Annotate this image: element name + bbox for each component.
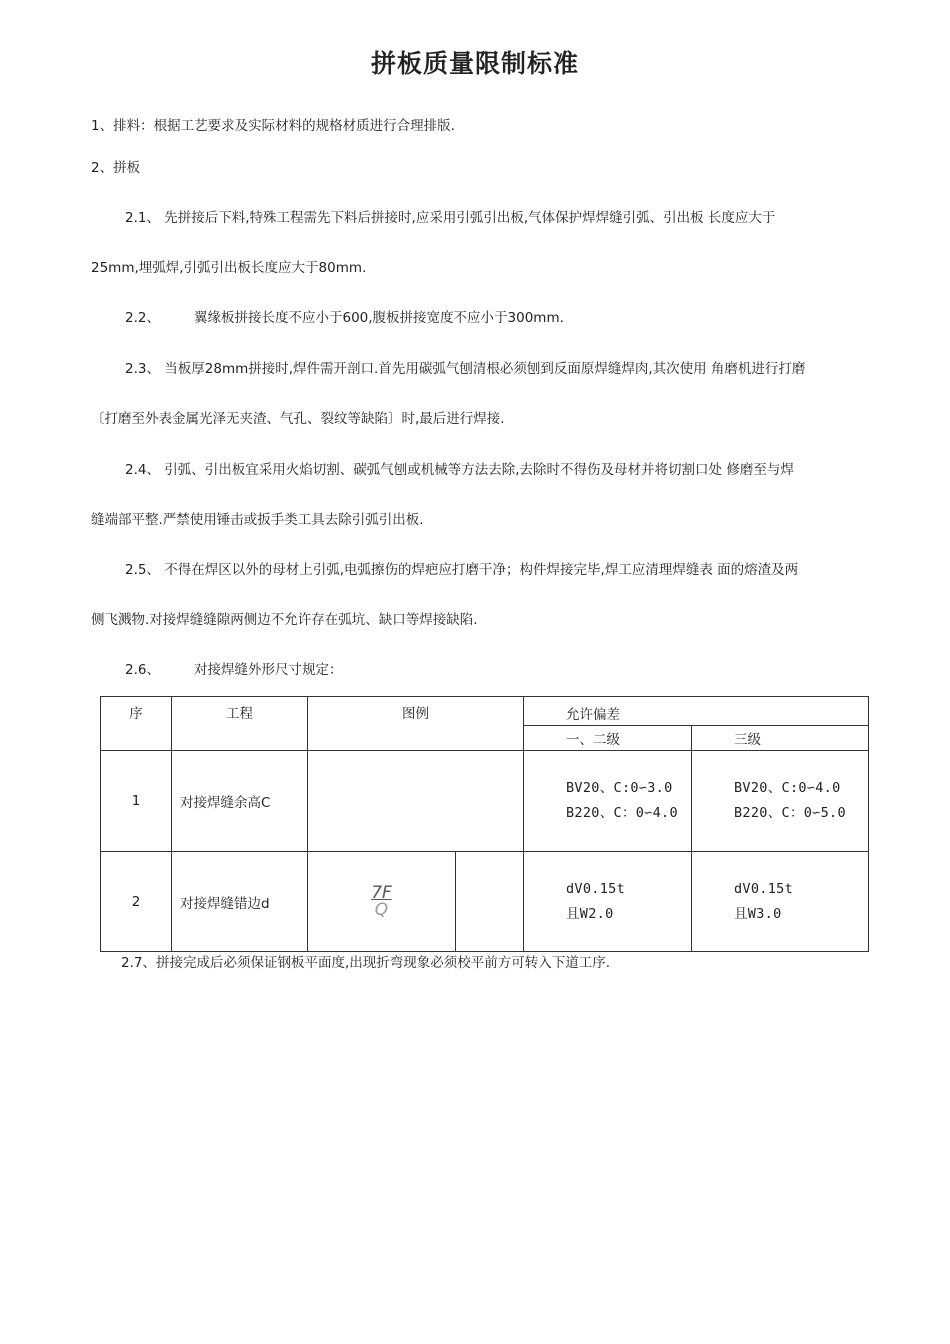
item-2-6-text: 对接焊缝外形尺寸规定： xyxy=(193,662,343,678)
figure-label-bottom: Q xyxy=(374,899,389,920)
weld-tolerance-table xyxy=(100,696,869,952)
item-2-5-line-2: 侧飞溅物.对接焊缝缝隙两侧边不允许存在弧坑、缺口等焊接缺陷. xyxy=(91,612,478,628)
row-2-figure-extra xyxy=(456,852,524,952)
item-2-6-number: 2.6、 xyxy=(125,662,160,678)
row-2-grade-3 xyxy=(692,852,869,952)
page-title: 拼板质量限制标准 xyxy=(370,49,579,78)
row-2-grade-1-2 xyxy=(524,852,692,952)
row-2-grade-3-line-2: 且W3.0 xyxy=(734,905,782,922)
table-header-row xyxy=(101,697,869,726)
item-2-3-line-2: 〔打磨至外表金属光泽无夹渣、气孔、裂纹等缺陷〕时,最后进行焊接. xyxy=(91,411,505,427)
item-2-2 xyxy=(125,306,564,326)
misalignment-figure xyxy=(308,882,455,920)
row-1-grade-3-line-1: BV20、C:0∽4.0 xyxy=(734,780,841,796)
row-1-grade-1-2-line-1: BV20、C:0∽3.0 xyxy=(566,780,673,796)
figure-label-top: 7F xyxy=(371,882,392,903)
header-grade-1-2: 一、二级 xyxy=(524,726,692,751)
item-2-6 xyxy=(125,658,342,678)
item-2-1-line-1: 2.1、 先拼接后下料,特殊工程需先下料后拼接时,应采用引弧引出板,气体保护焊焊缝引弧、引出板 长度应大于 xyxy=(125,210,776,226)
header-seq: 序 xyxy=(101,697,172,751)
table-row xyxy=(101,852,869,952)
table-row xyxy=(101,751,869,852)
row-2-figure xyxy=(308,852,456,952)
row-1-grade-3 xyxy=(692,751,869,852)
item-2-1-line-2: 25mm,埋弧焊,引弧引出板长度应大于80mm. xyxy=(91,260,367,276)
item-2-2-number: 2.2、 xyxy=(125,310,160,326)
header-tolerance: 允许偏差 xyxy=(524,697,869,726)
item-2-7: 2.7、拼接完成后必须保证钢板平面度,出现折弯现象必须校平前方可转入下道工序. xyxy=(121,955,611,971)
row-2-grade-1-2-line-2: 且W2.0 xyxy=(566,905,614,922)
row-2-seq: 2 xyxy=(101,852,172,952)
row-1-item: 对接焊缝余高C xyxy=(172,751,308,852)
row-1-grade-3-line-2: B220、C：0∽5.0 xyxy=(734,805,846,821)
item-2-2-text: 翼缘板拼接长度不应小于600,腹板拼接宽度不应小于300mm. xyxy=(193,310,564,326)
row-1-figure xyxy=(308,751,524,852)
item-1-layout: 1、排料：根据工艺要求及实际材料的规格材质进行合理排版. xyxy=(91,118,455,134)
item-2-4-line-1: 2.4、 引弧、引出板宜采用火焰切割、碳弧气刨或机械等方法去除,去除时不得伤及母材并将切割口处 修磨至与焊 xyxy=(125,462,794,478)
row-1-grade-1-2-line-2: B220、C：0∽4.0 xyxy=(566,805,678,821)
row-1-grade-1-2 xyxy=(524,751,692,852)
row-2-grade-3-line-1: dV0.15t xyxy=(734,880,793,897)
item-2-heading: 2、拼板 xyxy=(91,160,141,176)
item-2-3-line-1: 2.3、 当板厚28mm拼接时,焊件需开剖口.首先用碳弧气刨清根必须刨到反面原焊缝焊肉,其次使用 角磨机进行打磨 xyxy=(125,361,806,377)
row-2-grade-1-2-line-1: dV0.15t xyxy=(566,880,625,897)
row-1-seq: 1 xyxy=(101,751,172,852)
row-2-item: 对接焊缝错边d xyxy=(172,852,308,952)
header-figure: 图例 xyxy=(308,697,524,751)
item-2-5-line-1: 2.5、 不得在焊区以外的母材上引弧,电弧擦伤的焊疤应打磨干净；构件焊接完毕,焊工应清理焊缝表 面的熔渣及两 xyxy=(125,562,799,578)
header-item: 工程 xyxy=(172,697,308,751)
header-grade-3: 三级 xyxy=(692,726,869,751)
item-2-4-line-2: 缝端部平整.严禁使用锤击或扳手类工具去除引弧引出板. xyxy=(91,512,424,528)
